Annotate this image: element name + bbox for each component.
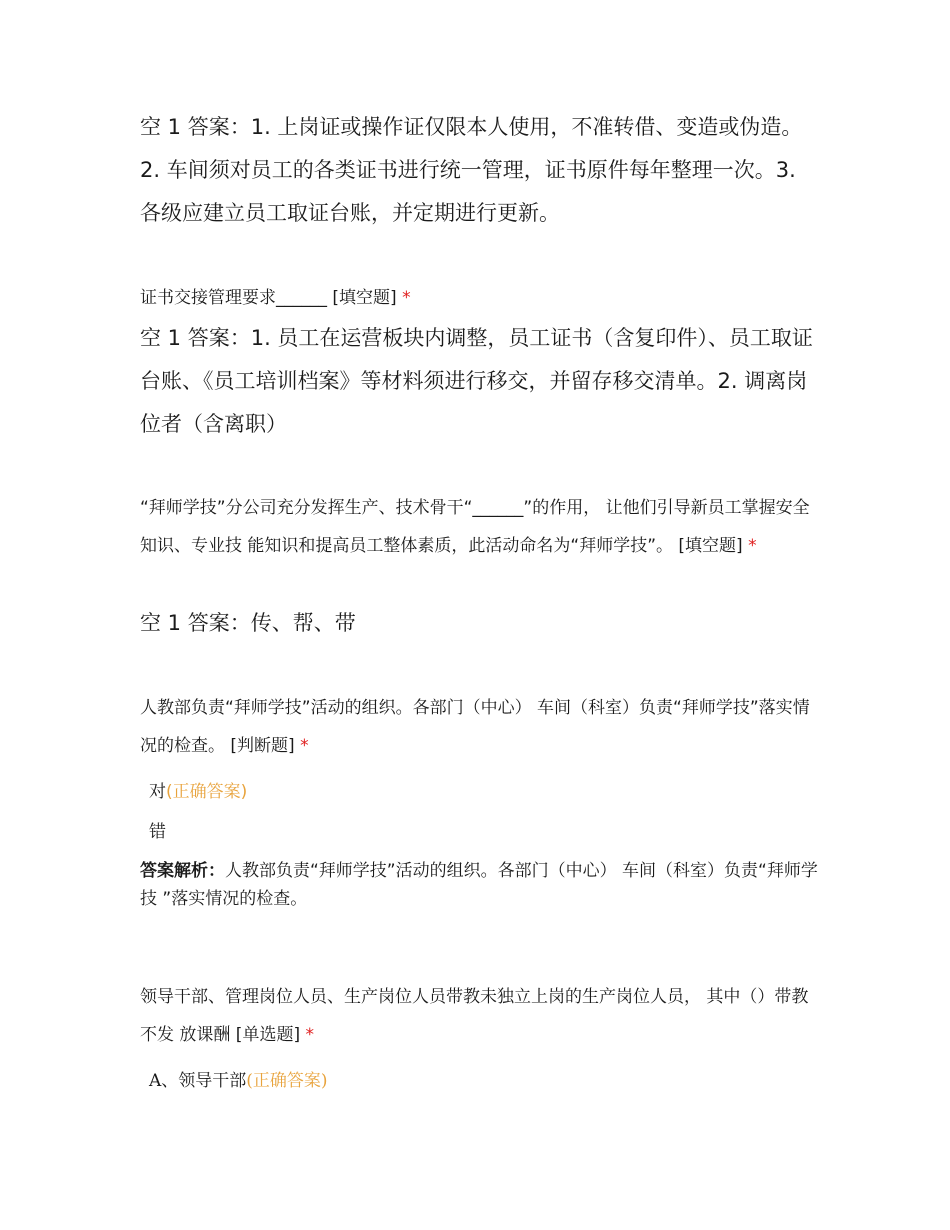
required-mark: * xyxy=(305,1025,314,1045)
answer-1: 空 1 答案：1. 上岗证或操作证仅限本人使用，不准转借、变造或伪造。2. 车间须对员工的各类证书进行统一管理，证书原件每年整理一次。3. 各级应建立员工取证台账，并定期进行更新。 xyxy=(140,115,803,225)
question-4-text: 人教部负责“拜师学技”活动的组织。各部门（中心） 车间（科室）负责“拜师学技”落实情况的检查。 [判断题] xyxy=(140,698,810,756)
answer-2: 空 1 答案：1. 员工在运营板块内调整，员工证书（含复印件）、员工取证台账、《员工培训档案》等材料须进行移交，并留存移交清单。2. 调离岗位者（含离职） xyxy=(140,326,813,436)
required-mark: * xyxy=(748,536,757,556)
question-5-text: 领导干部、管理岗位人员、生产岗位人员带教未独立上岗的生产岗位人员， 其中（）带教不发 放课酬 [单选题] xyxy=(140,987,809,1045)
question-3-text: “拜师学技”分公司充分发挥生产、技术骨干“______”的作用， 让他们引导新员工掌握安全知识、专业技 能知识和提高员工整体素质，此活动命名为“拜师学技”。 [填空题] xyxy=(140,498,810,556)
question-3 xyxy=(140,489,820,565)
analysis-text: 人教部负责“拜师学技”活动的组织。各部门（中心） 车间（科室）负责“拜师学技 ”落实情况的检查。 xyxy=(140,861,818,909)
option-false-label: 错 xyxy=(149,822,166,842)
correct-answer-tag: (正确答案) xyxy=(246,1071,328,1091)
option-true[interactable] xyxy=(149,780,247,804)
option-false[interactable] xyxy=(149,820,166,844)
required-mark: * xyxy=(300,736,309,756)
question-5 xyxy=(140,978,820,1054)
question-2 xyxy=(140,279,820,317)
answer-3: 空 1 答案：传、帮、带 xyxy=(140,611,356,635)
question-2-text: 证书交接管理要求______ [填空题] xyxy=(140,288,397,308)
option-a-label: A、领导干部 xyxy=(149,1071,247,1091)
correct-answer-tag: (正确答案) xyxy=(166,782,248,802)
analysis-label: 答案解析： xyxy=(140,861,225,881)
answer-analysis xyxy=(140,857,820,913)
option-true-label: 对 xyxy=(149,782,166,802)
question-4 xyxy=(140,689,820,765)
option-a[interactable] xyxy=(149,1069,328,1093)
required-mark: * xyxy=(402,288,411,308)
